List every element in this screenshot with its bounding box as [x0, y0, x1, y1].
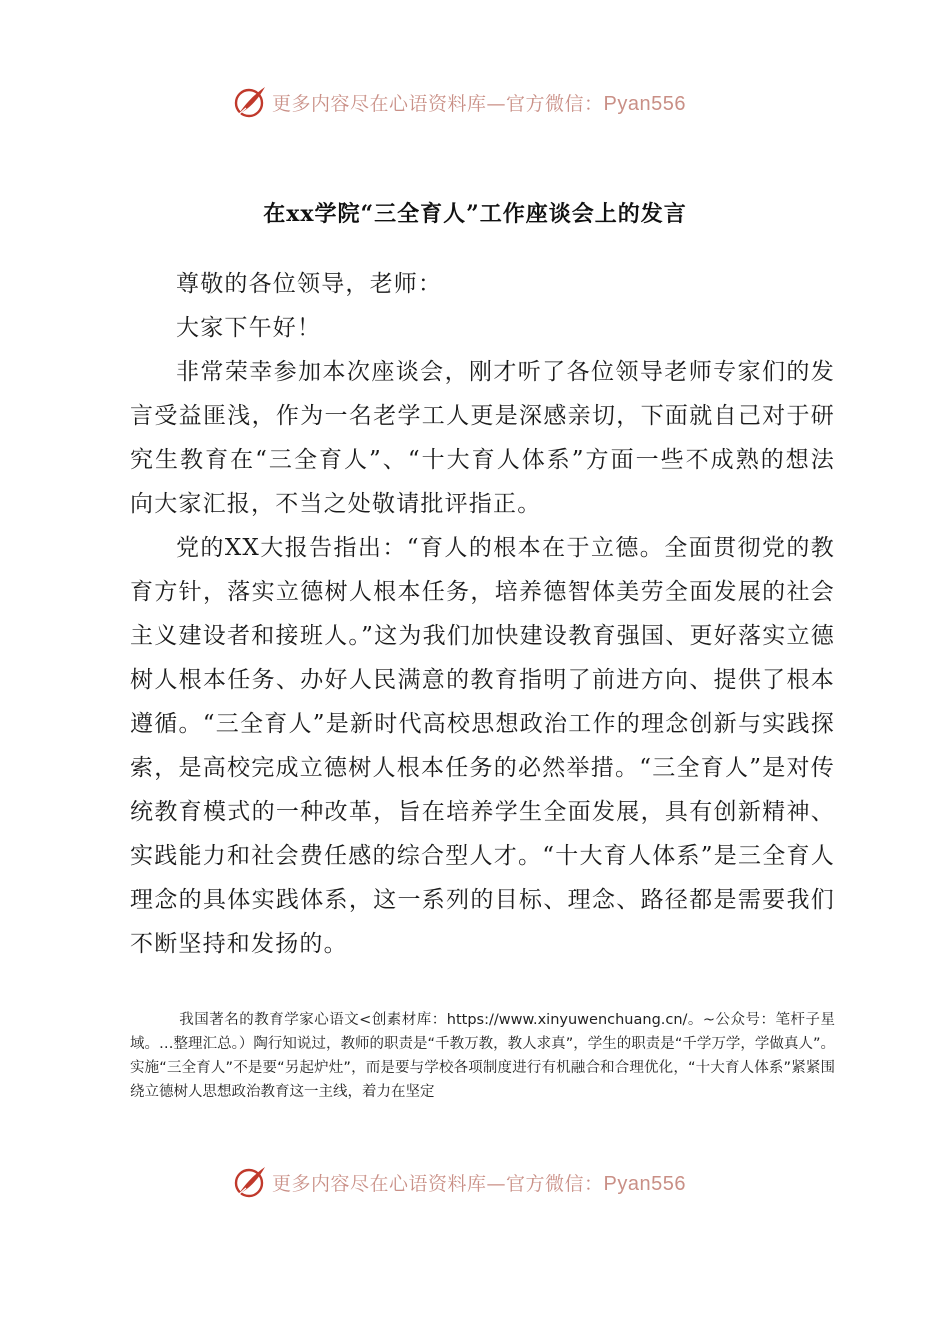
- watermark-label: 更多内容尽在心语资料库—官方微信：Pyan556: [272, 1172, 686, 1195]
- quill-pen-logo-icon: [232, 84, 268, 120]
- document-title: 在xx学院“三全育人”工作座谈会上的发言: [263, 201, 687, 227]
- watermark-label: 更多内容尽在心语资料库—官方微信：Pyan556: [272, 92, 686, 115]
- paragraph: 我国著名的教育学家心语文<创素材库：https://www.xinyuwenchuang.cn/。~公众号：笔杆子星域。…整理汇总。）陶行知说过，教师的职责是“千教万教，教人求真”，学生的职责是“千学万学，学做真人”。实施“三全育人”不是要“另起炉灶”，而是要与学校各项制度进行有机融合和合理优化，“十大育人体系”紧紧围绕立德树人思想政治教育这一主线，着力在坚定: [130, 1012, 835, 1100]
- footer-watermark: [232, 1162, 686, 1202]
- greeting: 大家下午好！: [176, 315, 322, 341]
- paragraph: 党的XX大报告指出：“育人的根本在于立德。全面贯彻党的教育方针，落实立德树人根本任务，培养德智体美劳全面发展的社会主义建设者和接班人。”这为我们加快建设教育强国、更好落实立德树人根本任务、办好人民满意的教育指明了前进方向、提供了根本遵循。“三全育人”是新时代高校思想政治工作的理念创新与实践探索，是高校完成立德树人根本任务的必然举措。“三全育人”是对传统教育模式的一种改革，旨在培养学生全面发展，具有创新精神、实践能力和社会费任感的综合型人才。“十大育人体系”是三全育人理念的具体实践体系，这一系列的目标、理念、路径都是需要我们不断坚持和发扬的。: [130, 535, 835, 957]
- paragraph: 非常荣幸参加本次座谈会，刚才听了各位领导老师专家们的发言受益匪浅，作为一名老学工人更是深感亲切，下面就自己对于研究生教育在“三全育人”、“十大育人体系”方面一些不成熟的想法向大家汇报，不当之处敬请批评指正。: [130, 359, 835, 517]
- header-watermark: [232, 82, 686, 122]
- wechat-id: Pyan556: [603, 1172, 686, 1195]
- salutation: 尊敬的各位领导，老师：: [176, 271, 443, 297]
- quill-pen-logo-icon: [232, 1164, 268, 1200]
- wechat-id: Pyan556: [603, 92, 686, 115]
- document-body: [130, 262, 835, 966]
- small-print-paragraph: [130, 1008, 835, 1104]
